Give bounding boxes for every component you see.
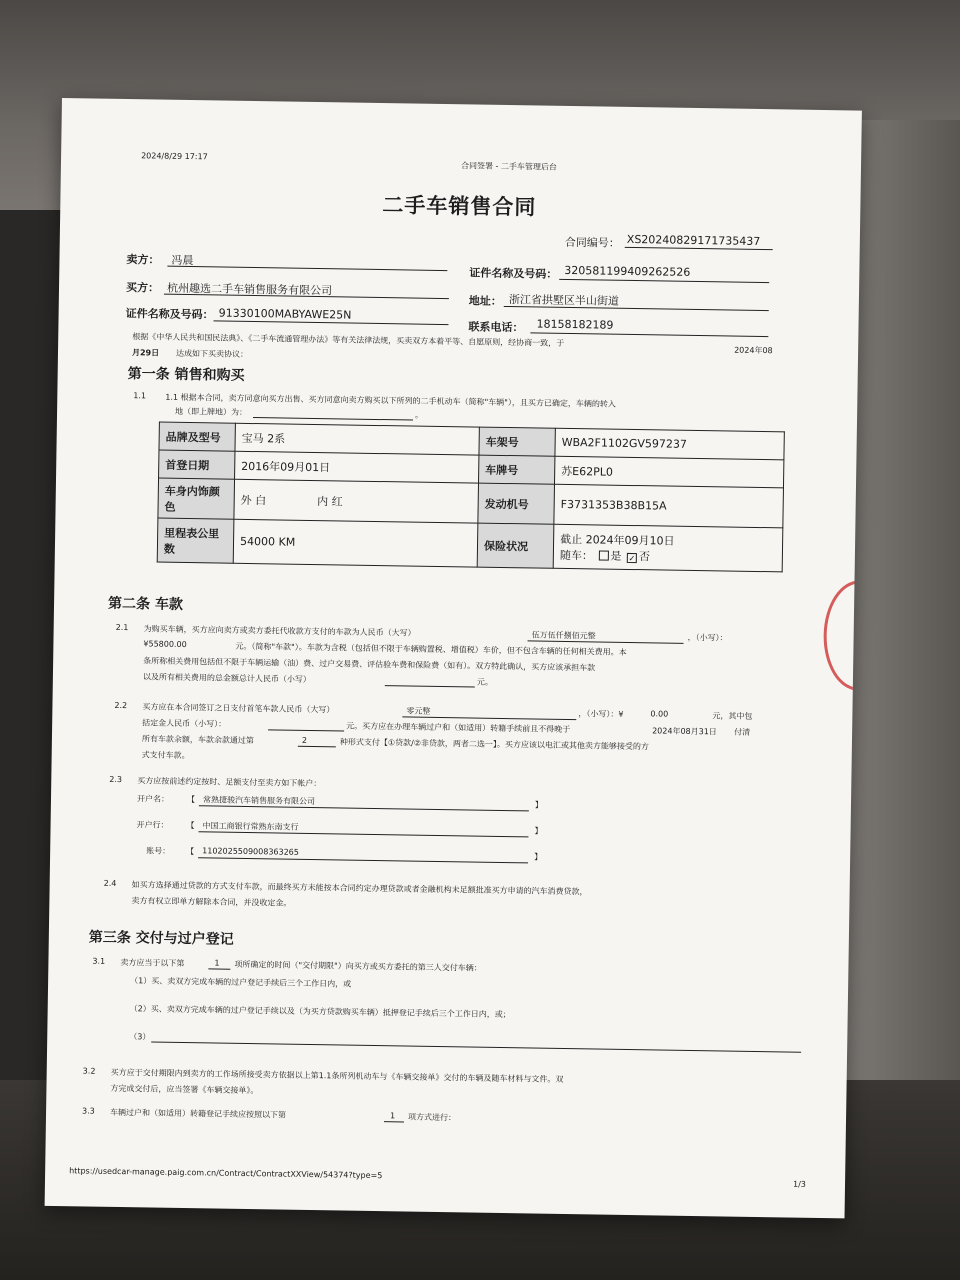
- contract-no-label: 合同编号：: [564, 235, 620, 250]
- clause-2-2-l4: 式支付车款。: [141, 750, 190, 761]
- clause-2-4-number: 2.4: [103, 878, 117, 888]
- clause-2-2-deadline: 2024年08月31日: [652, 726, 717, 737]
- clause-3-1-choice: 1: [214, 958, 220, 968]
- bank-underline: [198, 831, 528, 837]
- insurance-value: [553, 524, 783, 572]
- plate-value: 苏E62PL0: [554, 456, 783, 488]
- clause-2-1-l1b: ，（小写）：: [687, 632, 728, 643]
- bank-lb: 【: [186, 821, 195, 831]
- clause-3-3-l1a: 车辆过户和（如适用）转籍登记手续应按照以下第: [110, 1107, 287, 1120]
- checkbox-yes[interactable]: [598, 550, 608, 560]
- preamble-line1: 根据《中华人民共和国民法典》、《二手车流通管理办法》等有关法律法规，买卖双方本着平等、自愿原则，经协商一致，于: [132, 332, 565, 348]
- clause-2-2-l1c: 元，其中包: [712, 711, 753, 721]
- buyer-id-label: 证件名称及号码：: [125, 307, 214, 322]
- clause-2-2-l3b: 种形式支付【①贷款/②非贷款，两者二选一】。买方应该以电汇或其他卖方能够接受的方: [339, 737, 649, 752]
- bank-label: 开户行：: [136, 820, 169, 830]
- clause-3-3-number: 3.3: [82, 1106, 95, 1116]
- clause-2-1-amount-cn: 伍万伍仟捌佰元整: [531, 630, 596, 641]
- clause-2-2-l3a: 所有车款余额，车款余款通过第: [141, 734, 255, 746]
- buyer-name: 杭州趣选二手车销售服务有限公司: [166, 281, 333, 298]
- buyer-addr-value: 浙江省拱墅区半山街道: [508, 293, 619, 308]
- clause-2-2-l2a: 括定金人民币（小写）：: [142, 718, 227, 729]
- mileage-label: 里程表公里数: [157, 518, 234, 563]
- clause-2-1-amount: ¥55800.00: [143, 639, 187, 650]
- clause-2-1-l3: 条所称相关费用包括但不限于车辆运输（油）费、过户交易费、评估验车费和保险费（如有）。双方特此确认，买方应该承担车款: [143, 656, 596, 673]
- clause-2-2-number: 2.2: [114, 700, 128, 711]
- bank-rb: 】: [534, 826, 543, 836]
- clause-2-2-l2c: 付清: [734, 727, 751, 737]
- register-place-underline: [253, 417, 413, 421]
- clause-3-2-number: 3.2: [82, 1066, 96, 1076]
- vin-value: WBA2F1102GV597237: [555, 428, 784, 460]
- clause-2-4-l2: 卖方有权立即单方解除本合同，并没收定金。: [131, 896, 292, 908]
- section-1-title: 第一条 销售和购买: [127, 366, 245, 384]
- buyer-phone-value: 18158182189: [536, 317, 614, 332]
- clause-2-2-mode: 2: [301, 735, 308, 745]
- mode-underline: [298, 746, 336, 748]
- reg-date-value: 2016年09月01日: [235, 451, 479, 483]
- footer-url: https://usedcar-manage.paig.com.cn/Contract/ContractXXView/54374?type=5: [69, 1166, 383, 1181]
- buyer-addr-underline: [504, 306, 769, 311]
- clause-2-1-l1a: 为购买车辆，买方应向卖方或卖方委托代收款方支付的车款为人民币（大写）: [143, 624, 416, 638]
- footer-page-number: 1/3: [792, 1179, 806, 1189]
- clause-2-1-l2b: 元。（简称"车款"）。车款为含税（包括但不限于车辆购置税、增值税）车价，但不包含车辆的任何相关费用。本: [235, 641, 627, 657]
- clause-1-1-number: 1.1: [133, 391, 147, 401]
- clause-2-3-intro: 买方应按前述约定按时、足额支付至卖方如下帐户：: [137, 776, 322, 789]
- clause-2-4-l1: 如买方选择通过贷款的方式支付车款，而最终买方未能按本合同约定办理贷款或者金融机构未足额批准买方申请的汽车消费贷款，: [131, 880, 588, 897]
- bank-value: 中国工商银行常熟东南支行: [202, 821, 299, 832]
- clause-2-2-amount-cn: 零元整: [406, 706, 431, 716]
- account-name-underline: [199, 805, 529, 811]
- clause-3-1-l1a: 卖方应当于以下第: [120, 958, 185, 969]
- account-no-value: 1102025509008363265: [202, 846, 299, 857]
- clause-2-3-number: 2.3: [109, 774, 123, 785]
- print-site-title: 合同签署 - 二手车管理后台: [460, 161, 558, 172]
- clause-1-1-text-2: 地（即上牌地）为：: [175, 406, 248, 417]
- preamble-date-2: 月29日: [131, 348, 160, 358]
- choice-underline: [208, 968, 230, 969]
- amount-cn-underline: [528, 640, 684, 643]
- clause-3-1-option-3: （3）: [129, 1032, 151, 1042]
- account-no-rb: 】: [534, 852, 543, 862]
- insurance-label: 保险状况: [477, 523, 554, 568]
- contract-title: 二手车销售合同: [382, 193, 537, 220]
- preamble-line2: 达成如下买卖协议：: [175, 348, 249, 359]
- clause-3-1-number: 3.1: [92, 956, 106, 966]
- engine-label: 发动机号: [478, 483, 555, 524]
- seller-label: 卖方：: [126, 253, 160, 267]
- account-no-lb: 【: [186, 847, 195, 857]
- clause-3-3-choice-underline: [384, 1121, 404, 1122]
- seller-id-label: 证件名称及号码：: [469, 266, 558, 281]
- clause-3-3-choice: 1: [389, 1111, 396, 1121]
- section-2-title: 第二条 车款: [107, 595, 184, 613]
- vehicle-info-table: [157, 422, 785, 573]
- clause-2-1-l4b: 元。: [476, 677, 493, 687]
- buyer-label: 买方：: [125, 281, 160, 295]
- checkbox-no-label: 否: [638, 549, 650, 563]
- clause-3-1-option-2: （2）买、卖双方完成车辆的过户登记手续以及（为买方贷款购买车辆）抵押登记手续后三个工作日内，或；: [129, 1004, 511, 1020]
- buyer-phone-label: 联系电话：: [468, 320, 524, 335]
- plate-label: 车牌号: [479, 455, 555, 484]
- account-name-value: 常熟捷骏汽车销售服务有限公司: [202, 795, 316, 807]
- engine-value: F3731353B38B15A: [554, 484, 784, 528]
- clause-1-1-text-1: 1.1 根据本合同，卖方同意向买方出售、买方同意向卖方购买以下所列的二手机动车（简称"车辆"），且买方已确定，车辆的转入: [165, 392, 616, 409]
- preamble-date-1: 2024年08: [734, 345, 773, 356]
- clause-1-1-dot: 。: [414, 410, 424, 420]
- insurance-expiry: 截止 2024年09月10日: [560, 532, 675, 548]
- buyer-phone-underline: [530, 332, 768, 337]
- mileage-value: 54000 KM: [233, 519, 478, 567]
- seller-underline: [167, 266, 447, 271]
- account-name-label: 开户名：: [136, 794, 170, 804]
- seller-id-underline: [559, 279, 769, 283]
- clause-3-3-l1b: 项方式进行：: [407, 1112, 457, 1123]
- account-name-lb: 【: [186, 795, 196, 805]
- checkbox-yes-label: 是: [610, 549, 622, 563]
- clause-3-1-option-1: （1）买、卖双方完成车辆的过户登记手续后三个工作日内，或: [130, 976, 352, 989]
- contract-page: [45, 98, 862, 1218]
- print-datetime: 2024/8/29 17:17: [141, 151, 208, 162]
- vin-label: 车架号: [479, 427, 555, 456]
- checkbox-no-checked[interactable]: ✓: [628, 553, 636, 563]
- clause-3-2-l1: 买方应于交付期限内到卖方的工作场所接受卖方依据以上第1.1条所列机动车与《车辆交接单》交付的车辆及随车材料与文件。双: [110, 1067, 564, 1084]
- clause-2-1-number: 2.1: [115, 622, 129, 633]
- clause-2-2-amount: 0.00: [650, 709, 669, 719]
- clause-2-2-l1b: ，（小写）：¥: [578, 709, 624, 719]
- insurance-follow: [560, 546, 776, 565]
- buyer-addr-label: 地址：: [468, 294, 502, 308]
- total-underline: [385, 685, 475, 687]
- insurance-follow-label: 随车：: [559, 548, 593, 562]
- deposit-underline: [268, 729, 344, 731]
- account-name-rb: 】: [534, 800, 544, 810]
- clause-3-2-l2: 方完成交付后，应当签署《车辆交接单》。: [110, 1083, 259, 1096]
- first-pay-cn-underline: [402, 716, 576, 720]
- color-label: 车身内饰颜色: [158, 478, 235, 519]
- clause-2-1-l4a: 以及所有相关费用的总金额总计人民币（小写）: [142, 672, 311, 684]
- brand-value: 宝马 2系: [235, 423, 479, 455]
- account-no-label: 账号：: [146, 846, 171, 856]
- seller-name: 冯晨: [171, 253, 194, 268]
- interior-color: 内 红: [317, 494, 343, 508]
- exterior-color: 外 白: [240, 493, 267, 507]
- clause-2-2-l1a: 买方应在本合同签订之日支付首笔车款人民币（大写）: [142, 702, 335, 715]
- reg-date-label: 首登日期: [159, 450, 235, 479]
- clause-2-2-l2b: 元。买方应在办理车辆过户和（如适用）转籍手续前且不得晚于: [346, 721, 571, 735]
- contract-no-value: XS20240829171735437: [626, 232, 761, 248]
- clause-3-1-l1b: 项所确定的时间（"交付期限"）向买方或买方委托的第三人交付车辆：: [234, 959, 482, 973]
- color-value: [234, 479, 479, 523]
- option-3-underline: [151, 1042, 801, 1053]
- account-no-underline: [198, 857, 528, 863]
- buyer-id-value: 91330100MABYAWE25N: [218, 306, 352, 322]
- seller-id-value: 320581199409262526: [564, 263, 691, 279]
- section-3-title: 第三条 交付与过户登记: [88, 929, 234, 948]
- brand-label: 品牌及型号: [159, 422, 235, 451]
